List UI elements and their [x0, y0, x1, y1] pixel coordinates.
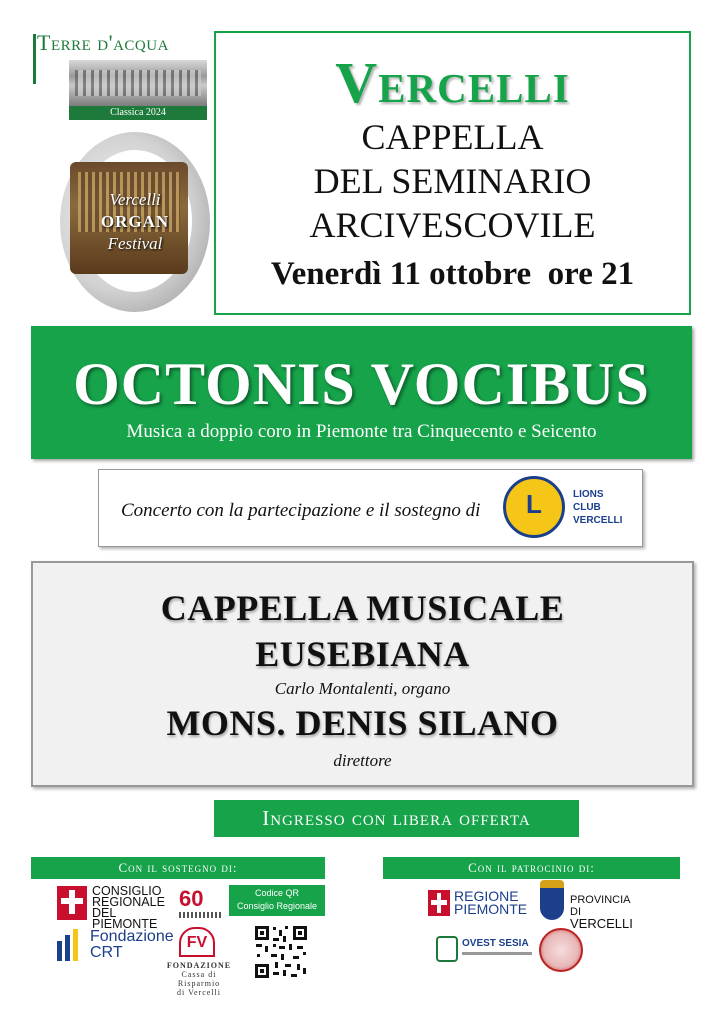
piedmont-shield-icon	[428, 890, 450, 916]
terre-dacqua-title: Terre d'acqua	[37, 30, 169, 55]
anniversary-60-logo: 60	[177, 886, 223, 922]
crt-bars-icon	[57, 929, 85, 961]
classica-tag: Classica 2024	[69, 106, 207, 120]
concert-subtitle: Musica a doppio coro in Piemonte tra Cinquecento e Seicento	[126, 421, 597, 442]
consiglio-regionale-logo: CONSIGLIO REGIONALE DEL PIEMONTE	[57, 886, 167, 922]
ovest-sesia-logo: OVEST SESIA	[436, 934, 536, 966]
sponsor-box	[98, 469, 643, 547]
vercelli-crest-icon	[540, 880, 564, 920]
regione-piemonte-logo: REGIONE PIEMONTE	[428, 888, 520, 920]
support-header: Con il sostegno di:	[31, 857, 325, 879]
concert-title: OCTONIS VOCIBUS	[73, 351, 650, 417]
director-name: MONS. DENIS SILANO	[166, 703, 559, 743]
venue-line: DEL SEMINARIO	[313, 161, 592, 201]
patronage-header: Con il patrocinio di:	[383, 857, 680, 879]
venue-line: CAPPELLA	[361, 117, 544, 157]
piedmont-shield-icon	[57, 886, 87, 920]
venue-line: ARCIVESCOVILE	[309, 205, 596, 245]
lions-club-logo: L LIONS CLUB VERCELLI	[501, 474, 641, 544]
festival-line1: Vercelli	[109, 190, 161, 209]
event-date: Venerdì 11 ottobre ore 21	[270, 256, 635, 292]
sponsor-text: Concerto con la partecipazione e il sostegno di	[121, 500, 481, 521]
logo-bar	[33, 34, 36, 84]
provincia-vercelli-logo: PROVINCIA DI VERCELLI	[540, 880, 640, 924]
event-header	[214, 31, 691, 315]
entry-banner: Ingresso con libera offerta	[214, 800, 579, 837]
city-title: Vercelli	[335, 50, 570, 115]
ensemble-name: CAPPELLA MUSICALE EUSEBIANA	[160, 588, 565, 674]
fv-mark-icon: FV	[179, 927, 215, 957]
organist: Carlo Montalenti, organo	[274, 679, 451, 698]
building-photo	[69, 60, 207, 106]
festival-line3: Festival	[107, 234, 163, 253]
fondazione-crt-logo: Fondazione CRT	[57, 929, 177, 963]
qr-code-label: Codice QR Consiglio Regionale	[229, 885, 325, 916]
terre-dacqua-logo	[33, 30, 209, 120]
fondazione-cr-vercelli-logo: FV FONDAZIONE Cassa di Risparmio di Vercelli	[165, 927, 233, 983]
archdiocese-seal-icon	[539, 928, 583, 972]
director-role: direttore	[333, 751, 392, 770]
organ-festival-logo	[60, 128, 210, 314]
festival-line2: ORGAN	[100, 212, 170, 231]
qr-code[interactable]	[253, 924, 309, 980]
ovest-sesia-icon	[436, 936, 458, 962]
concert-title-banner	[31, 326, 692, 459]
performers-box	[31, 561, 694, 787]
lions-emblem-icon: L	[503, 476, 565, 538]
